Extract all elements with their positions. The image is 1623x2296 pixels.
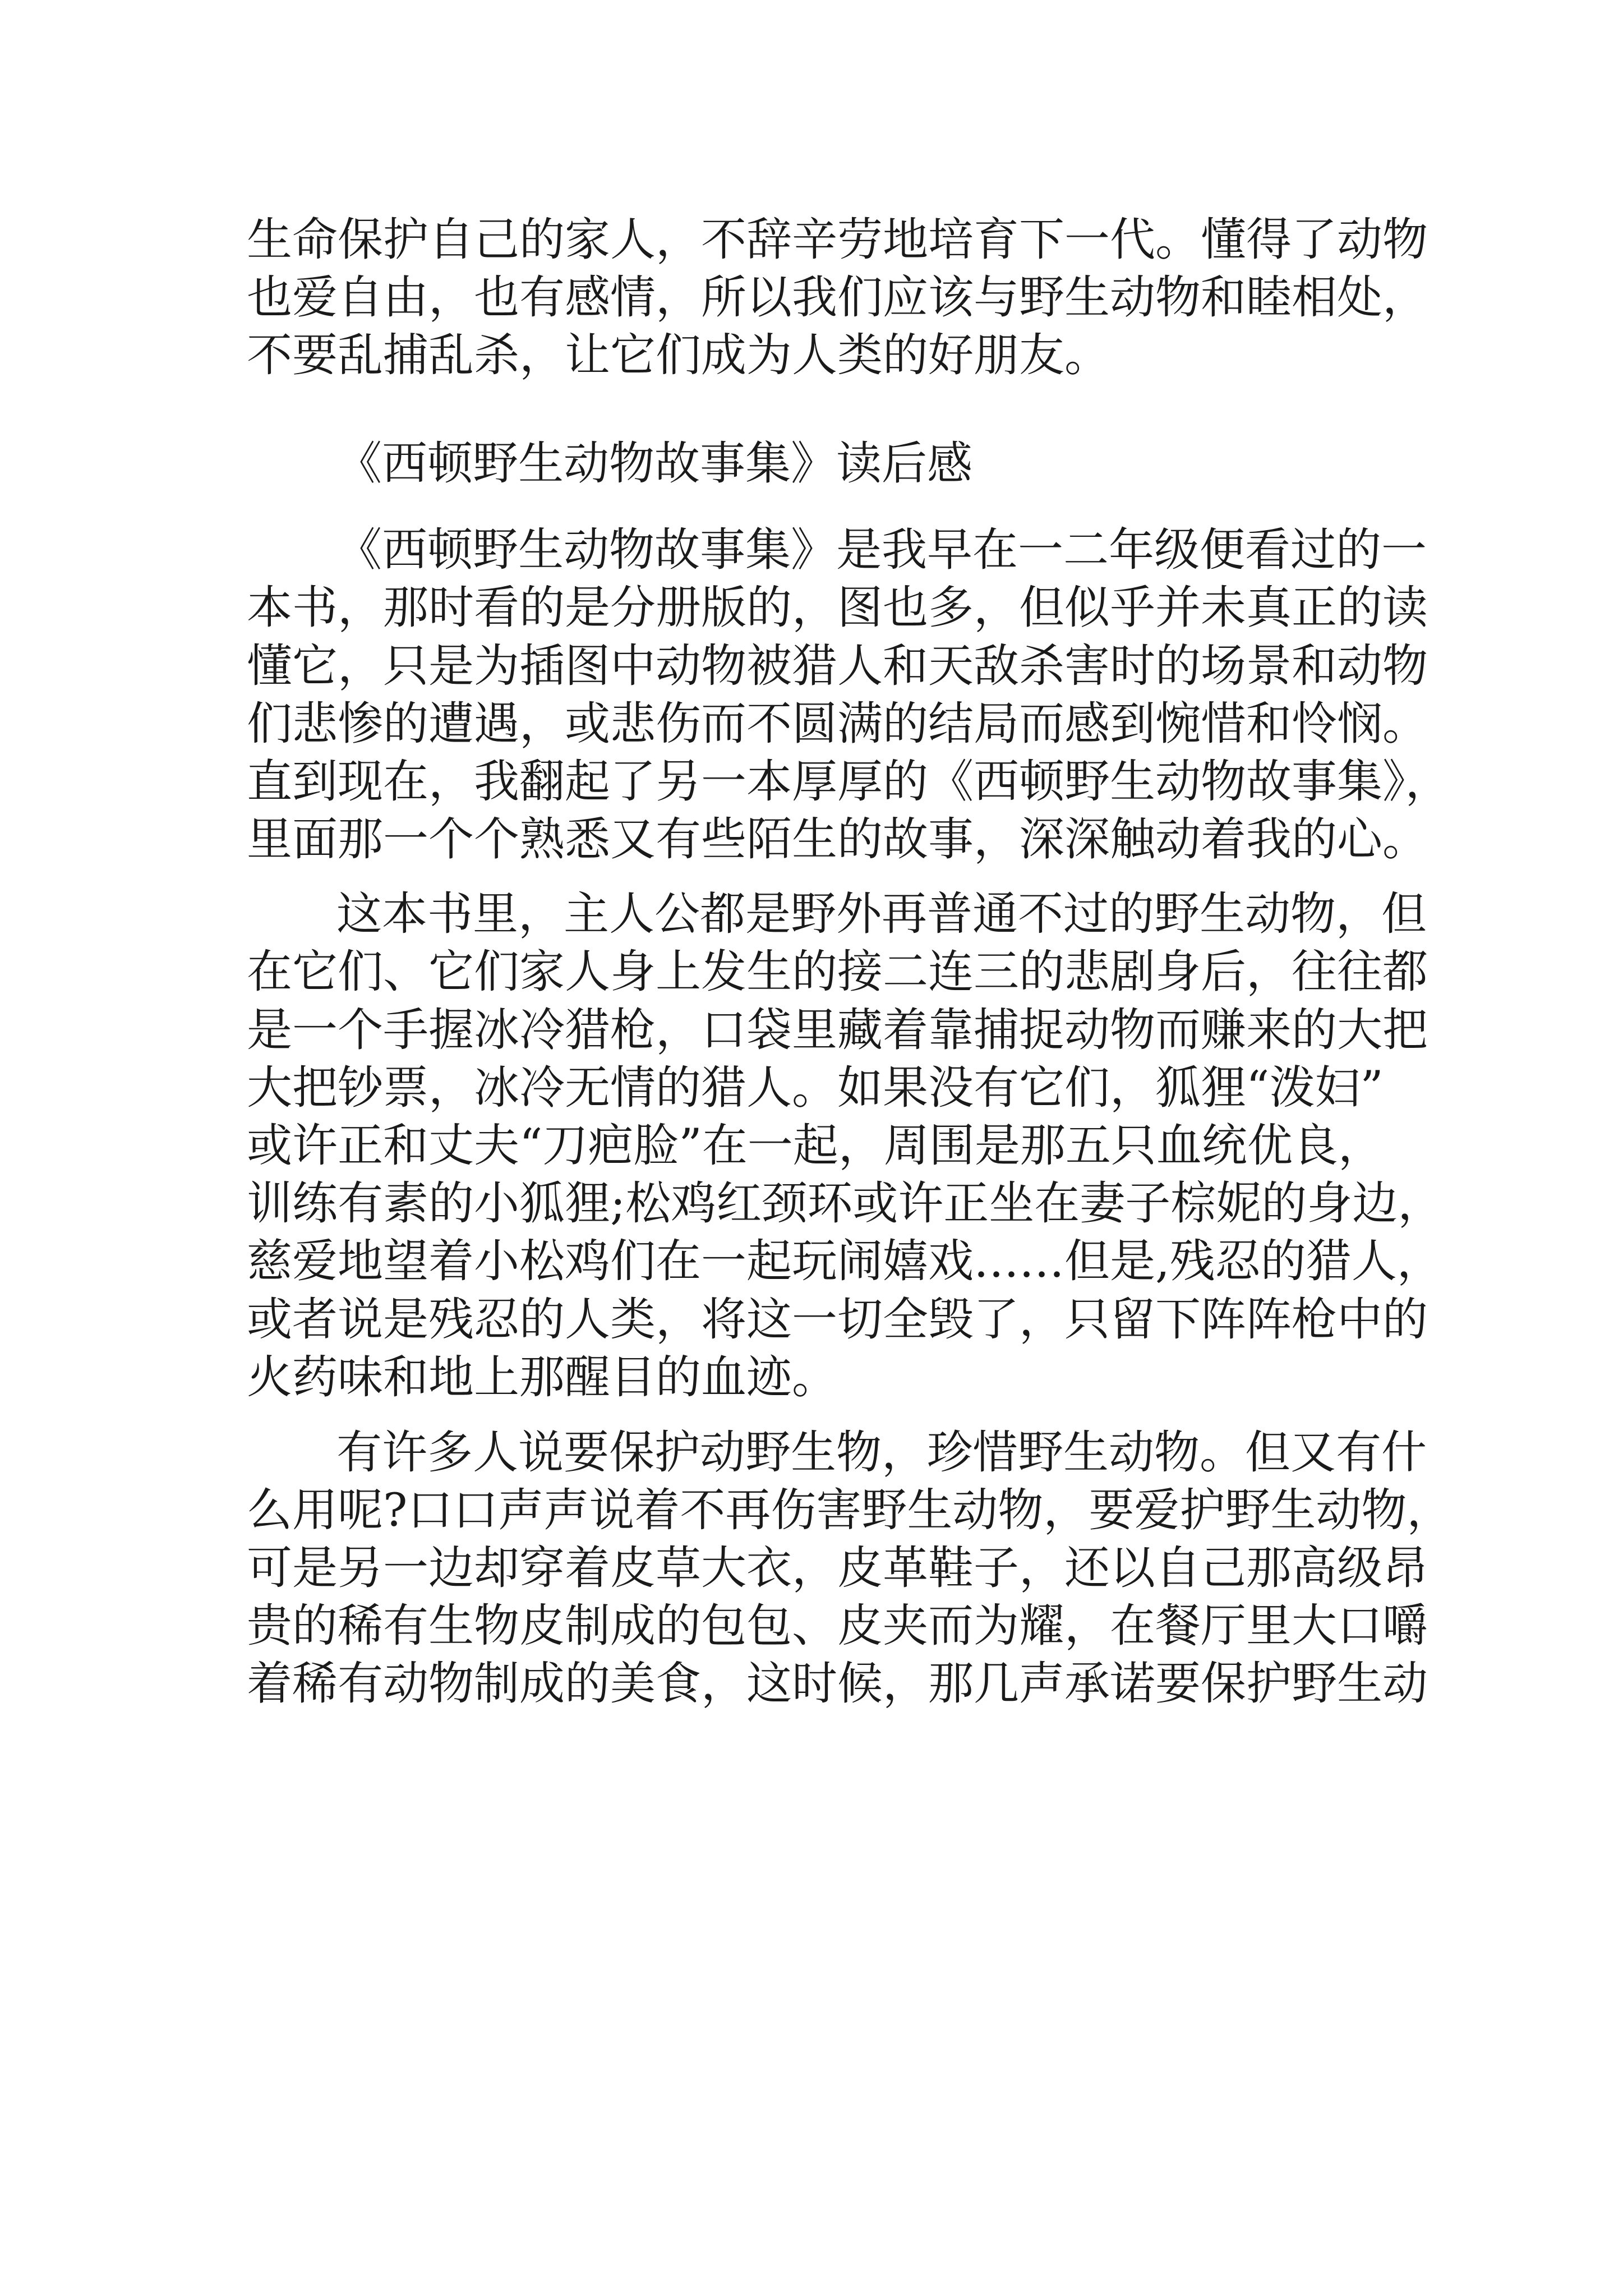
- text-line: 着稀有动物制成的美食，这时候，那几声承诺要保护野生动: [247, 1658, 1428, 1710]
- text-line: 不要乱捕乱杀，让它们成为人类的好朋友。: [247, 329, 1110, 382]
- text-line: 在它们、它们家人身上发生的接二连三的悲剧身后，往往都: [247, 946, 1428, 999]
- text-line: 是一个手握冰冷猎枪，口袋里藏着靠捕捉动物而赚来的大把: [247, 1004, 1428, 1057]
- text-line: 有许多人说要保护动野生物，珍惜野生动物。但又有什: [336, 1427, 1427, 1479]
- text-line: 或许正和丈夫“刀疤脸”在一起，周围是那五只血统优良，: [247, 1120, 1384, 1172]
- text-line: 们悲惨的遭遇，或悲伤而不圆满的结局而感到惋惜和怜悯。: [247, 698, 1428, 751]
- text-line: 训练有素的小狐狸;松鸡红颈环或许正坐在妻子棕妮的身边，: [247, 1177, 1444, 1230]
- text-line: 这本书里，主人公都是野外再普通不过的野生动物，但: [336, 888, 1427, 941]
- text-line: 生命保护自己的家人，不辞辛劳地培育下一代。懂得了动物: [247, 214, 1428, 266]
- text-line: 本书，那时看的是分册版的，图也多，但似乎并未真正的读: [247, 582, 1428, 634]
- text-line: 直到现在，我翻起了另一本厚厚的《西顿野生动物故事集》，: [247, 756, 1451, 808]
- text-line: 里面那一个个熟悉又有些陌生的故事，深深触动着我的心。: [247, 813, 1428, 866]
- text-line: 贵的稀有生物皮制成的包包、皮夹而为耀，在餐厅里大口嚼: [247, 1600, 1428, 1653]
- text-line: 《西顿野生动物故事集》是我早在一二年级便看过的一: [336, 524, 1427, 577]
- text-line: 懂它，只是为插图中动物被猎人和天敌杀害时的场景和动物: [247, 640, 1428, 693]
- text-line: 大把钞票，冰冷无情的猎人。如果没有它们，狐狸“泼妇”: [247, 1062, 1384, 1115]
- text-line: 或者说是残忍的人类，将这一切全毁了，只留下阵阵枪中的: [247, 1294, 1428, 1346]
- text-line: 慈爱地望着小松鸡们在一起玩闹嬉戏……但是,残忍的猎人，: [247, 1235, 1442, 1288]
- text-line: 也爱自由，也有感情，所以我们应该与野生动物和睦相处，: [247, 272, 1428, 324]
- text-line: 可是另一边却穿着皮草大衣，皮革鞋子，还以自己那高级昂: [247, 1542, 1428, 1595]
- section-title: 《西顿野生动物故事集》读后感: [336, 438, 973, 490]
- text-line: 么用呢?口口声声说着不再伤害野生动物，要爱护野生动物，: [247, 1484, 1453, 1537]
- text-line: 火药味和地上那醒目的血迹。: [247, 1351, 838, 1404]
